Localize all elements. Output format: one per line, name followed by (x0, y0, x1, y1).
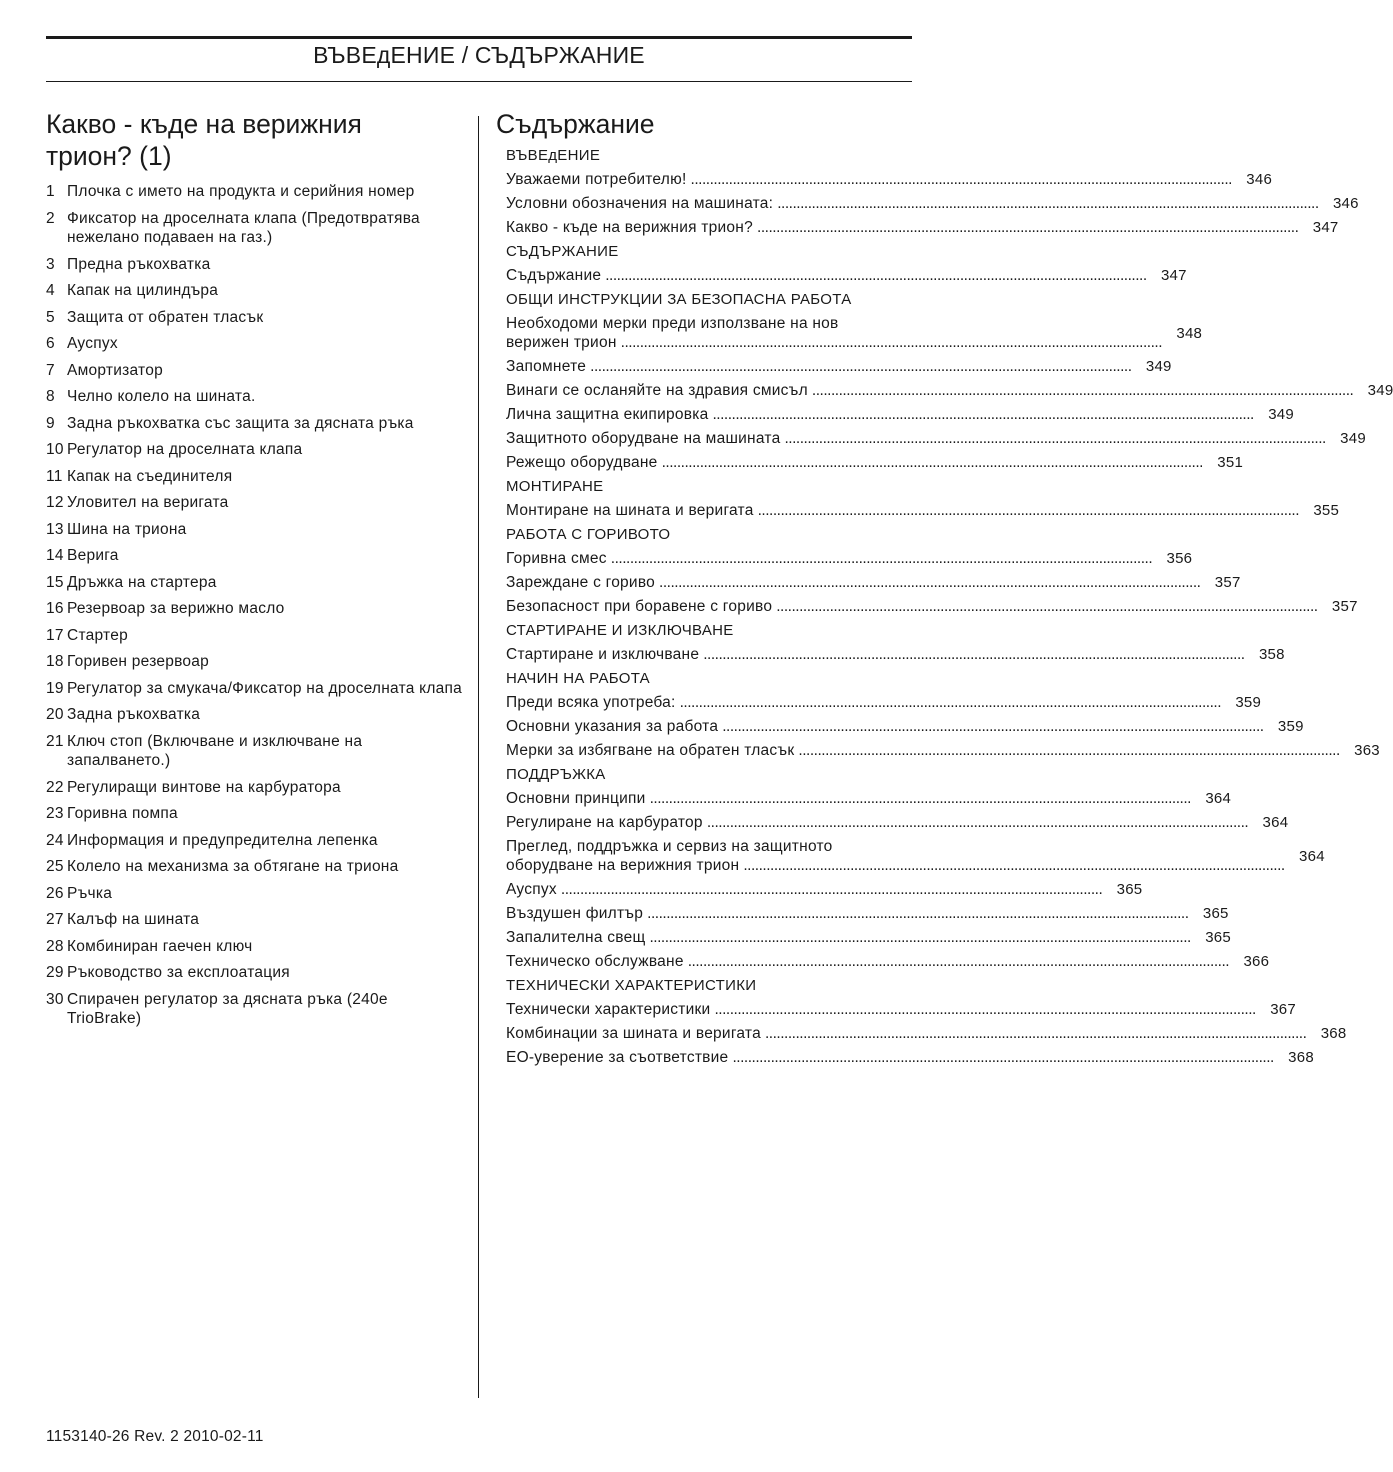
part-number: 14 (46, 547, 64, 564)
part-number: 25 (46, 858, 64, 875)
part-item (46, 831, 466, 851)
toc-entry-text: Какво - къде на верижния трион? (506, 219, 753, 236)
toc-entry-line (506, 741, 1338, 760)
part-text: Фиксатор на дроселната клапа (Предотвратява нежелано подаваен на газ.) (67, 209, 420, 246)
toc-entry (496, 597, 1358, 616)
part-number: 29 (46, 964, 64, 981)
toc-entry-line (506, 405, 1252, 424)
part-item (46, 387, 466, 407)
toc-entry-title (506, 218, 1297, 237)
toc-entry-line (506, 381, 1351, 400)
toc-entry-text: Техническо обслужване (506, 953, 684, 970)
toc-entry-title (506, 717, 1262, 736)
part-item (46, 963, 466, 983)
part-text: Дръжка на стартера (67, 573, 217, 591)
part-item (46, 990, 466, 1029)
toc-entry-line (506, 1024, 1305, 1043)
part-text: Задна ръкохватка със защита за дясната ръка (67, 414, 414, 432)
toc-entry (496, 501, 1340, 520)
toc-entry-title (506, 645, 1243, 664)
toc-entry (496, 952, 1270, 971)
toc-leader-dots (707, 813, 1247, 832)
toc-entry (496, 405, 1294, 424)
part-number: 9 (46, 414, 55, 432)
toc-entry (496, 194, 1359, 213)
toc-leader-dots (647, 904, 1187, 923)
part-item (46, 573, 466, 593)
part-text: Спирачен регулатор за дясната ръка (240e TrioBrake) (67, 990, 388, 1027)
part-item (46, 209, 466, 248)
toc-leader-dots (605, 266, 1145, 285)
toc-entry (496, 314, 1203, 352)
toc-page-number: 367 (1270, 1001, 1296, 1018)
toc-leader-dots (703, 645, 1243, 664)
toc-leader-dots (680, 693, 1220, 712)
toc-leader-dots (691, 170, 1231, 189)
part-text: Шина на триона (67, 520, 187, 538)
toc-entry-line (506, 952, 1227, 971)
toc-page-number: 346 (1246, 171, 1273, 188)
part-item (46, 884, 466, 904)
toc-page-number: 365 (1202, 905, 1229, 922)
toc-entry-line (506, 813, 1246, 832)
toc-entry-line (506, 501, 1297, 520)
toc-page-number: 349 (1340, 430, 1366, 447)
toc-entry-text: верижен трион (506, 334, 617, 351)
part-text: Уловител на веригата (67, 494, 229, 511)
toc-entry-line (506, 1048, 1272, 1067)
toc-entry-text: Режещо оборудване (506, 454, 658, 471)
toc-entry-text: Лична защитна екипировка (506, 406, 709, 423)
toc-entry-title (506, 357, 1130, 376)
toc-entry-line (506, 218, 1297, 237)
toc-entry-text: Основни указания за работа (506, 718, 719, 735)
toc-page-number: 368 (1320, 1025, 1347, 1042)
toc-section-title: РАБОТА С ГОРИВОТО (506, 526, 671, 543)
toc-leader-dots (765, 1024, 1305, 1043)
toc-entry (496, 381, 1393, 400)
part-item (46, 414, 466, 434)
toc-entry-title (506, 597, 1316, 616)
toc-entry-text: Условни обозначения на машината: (506, 195, 774, 212)
part-text: Капак на цилиндъра (67, 282, 219, 299)
toc-entry-title (506, 880, 1100, 899)
part-text: Регулатор за смукача/Фиксатор на дроселната клапа (67, 679, 463, 697)
part-number: 28 (46, 937, 64, 955)
toc-page-number: 349 (1268, 406, 1294, 423)
part-number: 4 (46, 282, 55, 299)
toc-entry-title (506, 381, 1351, 400)
top-rule (46, 36, 912, 39)
toc-leader-dots (688, 952, 1228, 971)
toc-entry-title (506, 837, 1283, 875)
toc-section-title: ВЪВЕдЕНИЕ (506, 147, 601, 164)
toc-page-number: 359 (1277, 718, 1304, 735)
toc-entry (496, 717, 1304, 736)
toc-entry-title (506, 693, 1219, 712)
toc-page-number: 349 (1145, 358, 1172, 375)
toc-page-number: 364 (1262, 814, 1289, 831)
toc-leader-dots (662, 453, 1202, 472)
toc-entry (496, 218, 1339, 237)
part-number: 16 (46, 600, 64, 617)
toc-page-number: 357 (1214, 574, 1241, 591)
toc-entry-text: Винаги се осланяйте на здравия смисъл (506, 382, 808, 399)
toc-entry-text: Ауспух (506, 881, 557, 898)
part-item (46, 937, 466, 957)
toc-leader-dots (650, 789, 1190, 808)
part-number: 8 (46, 388, 55, 405)
toc-page-number: 365 (1205, 929, 1231, 946)
toc-leader-dots (590, 357, 1130, 376)
part-number: 1 (46, 183, 55, 200)
toc-leader-dots (659, 573, 1199, 592)
toc-entry-title (506, 405, 1252, 424)
toc-entry-line (506, 266, 1145, 285)
toc-entry (496, 1048, 1314, 1067)
toc-leader-dots (777, 194, 1317, 213)
part-text: Ауспух (67, 335, 118, 352)
toc-entry-text: Съдържание (506, 267, 602, 284)
toc-entry (496, 813, 1289, 832)
toc-entry-text: Запалителна свещ (506, 929, 646, 946)
toc-leader-dots (621, 333, 1161, 352)
part-item (46, 334, 466, 354)
toc-page-number: 356 (1166, 550, 1193, 567)
part-number: 21 (46, 732, 64, 750)
toc-entry (496, 928, 1231, 947)
part-number: 30 (46, 990, 64, 1008)
toc-entry-title (506, 1024, 1305, 1043)
part-item (46, 520, 466, 540)
part-number: 19 (46, 679, 64, 697)
toc-entry-line (506, 429, 1324, 448)
toc-page-number: 359 (1235, 694, 1262, 711)
toc-leader-dots (561, 880, 1101, 899)
toc-entry (496, 549, 1193, 568)
toc-entry-text: Стартиране и изключване (506, 646, 700, 663)
toc-entry-text: Комбинации за шината и веригата (506, 1025, 761, 1042)
part-item (46, 546, 466, 566)
toc-entry (496, 453, 1244, 472)
toc-entry-title (506, 549, 1150, 568)
toc-leader-dots (722, 717, 1262, 736)
toc-leader-dots (732, 1048, 1272, 1067)
toc-entry-title-line1: Преглед, поддръжка и сервиз на защитното (506, 838, 833, 855)
toc-entry-line (506, 453, 1201, 472)
toc-entry-line (506, 928, 1189, 947)
toc-entry-text: Мерки за избягване на обратен тласък (506, 742, 795, 759)
toc-entry (496, 789, 1232, 808)
part-number: 23 (46, 805, 64, 822)
toc-leader-dots (798, 741, 1338, 760)
part-text: Горивен резервоар (67, 653, 210, 670)
parts-heading-line1: Какво - къде на верижния (46, 109, 362, 139)
toc-entry-title (506, 1048, 1272, 1067)
toc-entry-text: Защитното оборудване на машината (506, 430, 781, 447)
parts-list (46, 182, 466, 1029)
toc-leader-dots (743, 856, 1283, 875)
toc-leader-dots (714, 1000, 1254, 1019)
toc-page-number: 366 (1243, 953, 1270, 970)
part-text: Колело на механизма за обтягане на триона (67, 858, 399, 875)
toc-entry-text: Монтиране на шината и веригата (506, 502, 754, 519)
toc-entry-text: Преди всяка употреба: (506, 694, 676, 711)
toc-entry (496, 904, 1229, 923)
part-number: 22 (46, 778, 64, 796)
toc-section-title: ТЕХНИЧЕСКИ ХАРАКТЕРИСТИКИ (506, 977, 757, 994)
toc-section-title: НАЧИН НА РАБОТА (506, 670, 650, 687)
part-number: 7 (46, 361, 55, 379)
part-number: 20 (46, 706, 64, 723)
part-number: 12 (46, 494, 64, 511)
part-item (46, 652, 466, 672)
toc-leader-dots (784, 429, 1324, 448)
toc-entry-line (506, 880, 1100, 899)
part-text: Резервоар за верижно масло (67, 600, 285, 617)
part-number: 11 (46, 467, 63, 485)
toc-entry-title (506, 266, 1145, 285)
part-item (46, 308, 466, 328)
part-number: 18 (46, 653, 64, 670)
part-item (46, 732, 466, 771)
toc-entry-title (506, 170, 1230, 189)
parts-heading-line2: трион? (1) (46, 141, 172, 171)
toc-entry-title (506, 904, 1187, 923)
part-text: Регулатор на дроселната клапа (67, 441, 303, 458)
toc-heading: Съдържание (496, 109, 655, 139)
toc-entry-text: Безопасност при боравене с гориво (506, 598, 773, 615)
toc-entry-title (506, 501, 1297, 520)
toc-entry-line (506, 904, 1187, 923)
toc-page-number: 364 (1205, 790, 1232, 807)
toc-entry-title (506, 314, 1160, 352)
part-number: 6 (46, 335, 55, 352)
part-item (46, 493, 466, 513)
toc-leader-dots (712, 405, 1252, 424)
toc-entry-line (506, 789, 1189, 808)
toc-entry (496, 693, 1262, 712)
footer-doc-id: 1153140-26 Rev. 2 2010-02-11 (46, 1428, 264, 1445)
toc-page-number: 348 (1176, 324, 1203, 342)
toc-leader-dots (757, 218, 1297, 237)
toc-entry-text: Въздушен филтър (506, 905, 644, 922)
toc-entry-title (506, 453, 1201, 472)
toc-entry (496, 170, 1273, 189)
toc-entry-line (506, 693, 1219, 712)
toc-entry (496, 357, 1172, 376)
toc-page-number: 368 (1288, 1049, 1314, 1066)
toc-entry-title (506, 789, 1189, 808)
toc-entry-line (506, 645, 1243, 664)
toc-entry-text: Зареждане с гориво (506, 574, 656, 591)
part-text: Задна ръкохватка (67, 706, 201, 723)
toc-entry-line (506, 1000, 1254, 1019)
part-text: Защита от обратен тласък (67, 308, 264, 326)
toc-entry-title (506, 741, 1338, 760)
toc-entry-text: Горивна смес (506, 550, 607, 567)
toc-entry-line (506, 597, 1316, 616)
part-item (46, 705, 466, 725)
toc-entry-title (506, 813, 1246, 832)
toc-entry (496, 1024, 1347, 1043)
toc-section-title: СТАРТИРАНЕ И ИЗКЛЮЧВАНЕ (506, 622, 734, 639)
toc-entry-title (506, 194, 1317, 213)
toc-entry-text: Основни принципи (506, 790, 646, 807)
toc-entry-title (506, 1000, 1254, 1019)
header-rule (46, 81, 912, 82)
toc-page-number: 358 (1258, 646, 1285, 663)
toc-leader-dots (758, 501, 1298, 520)
part-item (46, 440, 466, 460)
part-text: Плочка с името на продукта и серийния номер (67, 183, 415, 200)
toc-entry (496, 880, 1143, 899)
part-item (46, 255, 466, 275)
part-text: Калъф на шината (67, 911, 200, 928)
toc-leader-dots (611, 549, 1151, 568)
part-number: 10 (46, 441, 64, 458)
toc-page-number: 351 (1217, 454, 1244, 471)
toc-entry (496, 837, 1325, 875)
toc-entry (496, 266, 1187, 285)
part-item (46, 626, 466, 646)
part-item (46, 778, 466, 798)
toc-entry-title (506, 429, 1324, 448)
toc-entry-title (506, 952, 1227, 971)
toc-entry-line (506, 549, 1150, 568)
toc-page-number: 363 (1354, 742, 1380, 759)
part-item (46, 361, 466, 381)
toc-entry-text: оборудване на верижния трион (506, 857, 740, 874)
part-text: Челно колело на шината. (67, 388, 256, 405)
part-text: Верига (67, 547, 119, 564)
toc-leader-dots (649, 928, 1189, 947)
toc-entry-line (506, 717, 1262, 736)
part-text: Ръчка (67, 884, 113, 902)
toc-page-number: 365 (1116, 881, 1143, 898)
toc-page-number: 349 (1367, 382, 1393, 399)
part-item (46, 467, 466, 487)
part-text: Капак на съединителя (67, 467, 233, 485)
part-item (46, 910, 466, 930)
toc-entry-line (506, 170, 1230, 189)
part-text: Горивна помпа (67, 805, 178, 822)
toc-section-title: ОБЩИ ИНСТРУКЦИИ ЗА БЕЗОПАСНА РАБОТА (506, 291, 852, 308)
toc-entry-text: Уважаеми потребителю! (506, 171, 687, 188)
part-text: Регулиращи винтове на карбуратора (67, 778, 341, 796)
toc-section-title: СЪДЪРЖАНИЕ (506, 243, 619, 260)
toc-leader-dots (812, 381, 1352, 400)
page-header-title: ВЪВЕдЕНИЕ / СЪДЪРЖАНИЕ (313, 42, 645, 68)
toc-entry-title-line2 (506, 333, 1160, 352)
parts-heading (46, 108, 466, 172)
toc-page-number: 355 (1313, 502, 1340, 519)
part-text: Ръководство за експлоатация (67, 964, 290, 981)
part-item (46, 182, 466, 202)
toc-entry-line (506, 573, 1199, 592)
part-item (46, 804, 466, 824)
part-number: 26 (46, 884, 64, 902)
toc-entry-title-line1: Необходоми мерки преди използване на нов (506, 315, 839, 332)
part-number: 27 (46, 911, 64, 928)
part-item (46, 281, 466, 301)
part-number: 2 (46, 209, 55, 227)
toc-entry-text: Запомнете (506, 358, 587, 375)
toc-entry-title-line2 (506, 856, 1283, 875)
toc-page-number: 347 (1312, 219, 1339, 236)
toc-entry-line (506, 194, 1317, 213)
toc-entry-title (506, 928, 1189, 947)
toc-body (496, 146, 1393, 1067)
part-number: 15 (46, 573, 64, 591)
part-text: Информация и предупредителна лепенка (67, 831, 378, 849)
toc-page-number: 357 (1331, 598, 1358, 615)
toc-leader-dots (776, 597, 1316, 616)
toc-entry-text: Регулиране на карбуратор (506, 814, 703, 831)
part-number: 3 (46, 255, 55, 273)
part-number: 13 (46, 520, 64, 538)
toc-entry (496, 573, 1241, 592)
column-divider (478, 116, 479, 1398)
part-text: Стартер (67, 626, 128, 644)
part-number: 5 (46, 308, 55, 326)
toc-section-title: МОНТИРАНЕ (506, 478, 604, 495)
toc-entry (496, 741, 1380, 760)
toc-section-title: ПОДДРЪЖКА (506, 766, 606, 783)
part-number: 17 (46, 626, 64, 644)
part-item (46, 857, 466, 877)
part-text: Ключ стоп (Включване и изключване на запалването.) (67, 732, 363, 769)
toc-entry-title (506, 573, 1199, 592)
toc-column (496, 108, 1393, 1072)
part-item (46, 679, 466, 699)
toc-entry (496, 645, 1285, 664)
toc-entry (496, 429, 1366, 448)
part-number: 24 (46, 831, 64, 849)
toc-entry-text: Технически характеристики (506, 1001, 711, 1018)
parts-column (46, 108, 466, 1036)
part-text: Комбиниран гаечен ключ (67, 937, 253, 955)
toc-page-number: 346 (1332, 195, 1359, 212)
toc-page-number: 364 (1299, 847, 1325, 865)
part-item (46, 599, 466, 619)
part-text: Предна ръкохватка (67, 255, 211, 273)
toc-entry-line (506, 357, 1130, 376)
toc-page-number: 347 (1160, 267, 1187, 284)
toc-entry-text: ЕО-уверение за съответствие (506, 1049, 729, 1066)
toc-entry (496, 1000, 1296, 1019)
part-text: Амортизатор (67, 361, 163, 379)
